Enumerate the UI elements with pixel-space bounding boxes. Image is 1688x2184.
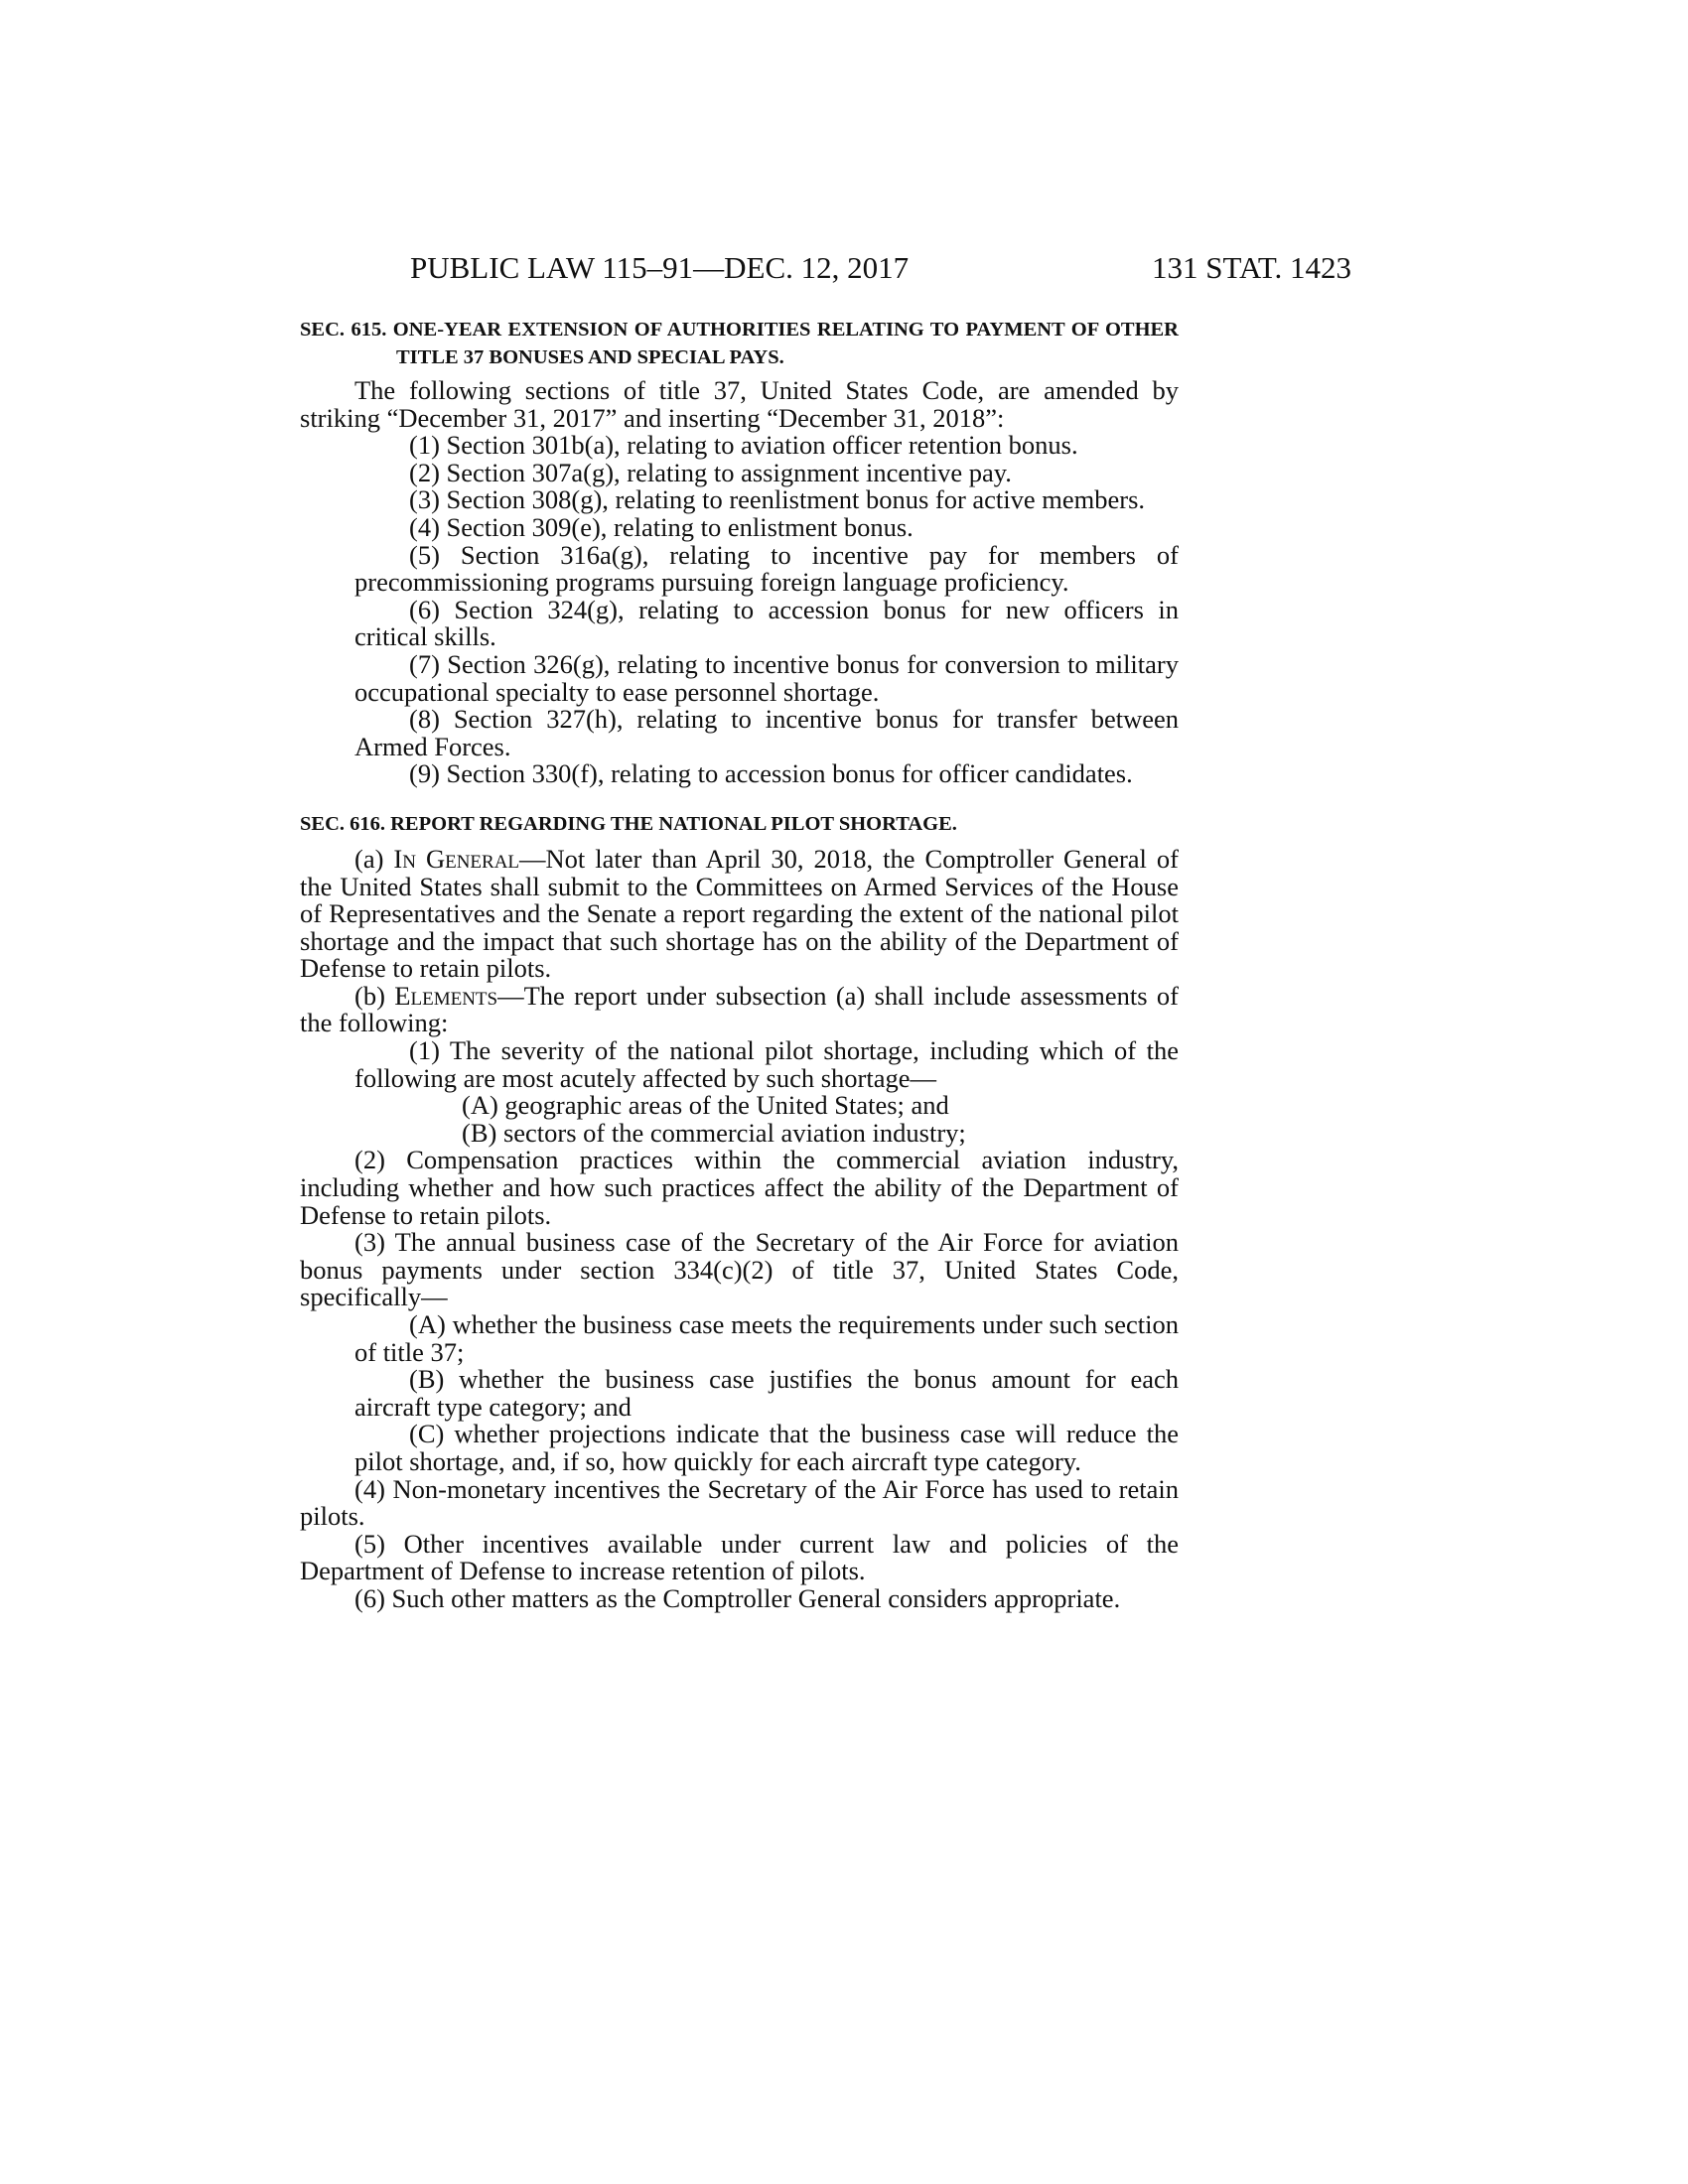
subsection-b-label: (b) xyxy=(354,980,395,1011)
section-616-paragraph-1-A: (A) geographic areas of the United States; and xyxy=(462,1090,949,1121)
section-616-paragraph-1: (1) The severity of the national pilot shortage, including which of the following are most acutely affected by such shortage— xyxy=(354,1035,1179,1093)
section-616-paragraph-1-B: (B) sectors of the commercial aviation industry; xyxy=(462,1117,966,1148)
section-616-paragraph-2: (2) Compensation practices within the commercial aviation industry, including whether and how such practices affect the ability of the Department of Defense to retain pilots. xyxy=(300,1145,1179,1230)
section-615-heading: SEC. 615. ONE-YEAR EXTENSION OF AUTHORITIES RELATING TO PAYMENT OF OTHER TITLE 37 BONUSES AND SPECIAL PAYS. xyxy=(300,319,1179,368)
section-616-paragraph-4: (4) Non-monetary incentives the Secretary of the Air Force has used to retain pilots. xyxy=(300,1473,1179,1532)
subsection-a-label: (a) xyxy=(354,843,394,874)
subsection-a-caption: In General xyxy=(393,843,520,874)
running-header-title: PUBLIC LAW 115–91—DEC. 12, 2017 xyxy=(410,250,910,285)
section-615-item-9: (9) Section 330(f), relating to accession bonus for officer candidates. xyxy=(409,758,1133,789)
section-615-intro: The following sections of title 37, United States Code, are amended by striking “December 31, 2017” and inserting “December 31, 2018”: xyxy=(300,375,1179,433)
section-615-item-5: (5) Section 316a(g), relating to incentive pay for members of precommissioning programs pursuing foreign language proficiency. xyxy=(354,539,1179,598)
section-615-item-1: (1) Section 301b(a), relating to aviation officer retention bonus. xyxy=(409,430,1078,461)
section-616-paragraph-3-A: (A) whether the business case meets the requirements under such section of title 37; xyxy=(354,1309,1179,1367)
section-615-item-6: (6) Section 324(g), relating to accession bonus for new officers in critical skills. xyxy=(354,594,1179,652)
section-616-paragraph-3: (3) The annual business case of the Secretary of the Air Force for aviation bonus payments under section 334(c)(2) of title 37, United States Code, specifically— xyxy=(300,1227,1179,1312)
subsection-a-text: —Not later than April 30, 2018, the Comptroller General of the United States shall submit to the Committees on Armed Services of the House of Representatives and the Senate a report regarding the extent of the national pilot shortage and the impact that such shortage has on the ability of the Department of Defense to retain pilots. xyxy=(300,843,1179,984)
section-615-item-7: (7) Section 326(g), relating to incentive bonus for conversion to military occupational specialty to ease personnel shortage. xyxy=(354,648,1179,707)
subsection-b-caption: Elements xyxy=(394,980,498,1011)
section-616-subsection-b xyxy=(300,980,1179,1038)
section-616-paragraph-3-C: (C) whether projections indicate that the business case will reduce the pilot shortage, and, if so, how quickly for each aircraft type category. xyxy=(354,1419,1179,1476)
section-616-paragraph-3-B: (B) whether the business case justifies the bonus amount for each aircraft type category; and xyxy=(354,1364,1179,1422)
section-616-paragraph-5: (5) Other incentives available under current law and policies of the Department of Defense to increase retention of pilots. xyxy=(300,1528,1179,1586)
page-body xyxy=(300,316,1179,1613)
section-615-item-2: (2) Section 307a(g), relating to assignment incentive pay. xyxy=(409,457,1012,487)
section-615-item-3: (3) Section 308(g), relating to reenlistment bonus for active members. xyxy=(409,484,1146,515)
section-616-subsection-a xyxy=(300,843,1179,984)
section-615-item-8: (8) Section 327(h), relating to incentive bonus for transfer between Armed Forces. xyxy=(354,704,1179,761)
subsection-b-text: —The report under subsection (a) shall include assessments of the following: xyxy=(300,980,1179,1038)
page-stat-number: 131 STAT. 1423 xyxy=(1152,250,1352,285)
section-616-heading: SEC. 616. REPORT REGARDING THE NATIONAL PILOT SHORTAGE. xyxy=(300,812,957,835)
section-615-item-4: (4) Section 309(e), relating to enlistment bonus. xyxy=(409,511,914,542)
section-616-paragraph-6: (6) Such other matters as the Comptroller General considers appropriate. xyxy=(354,1582,1121,1613)
